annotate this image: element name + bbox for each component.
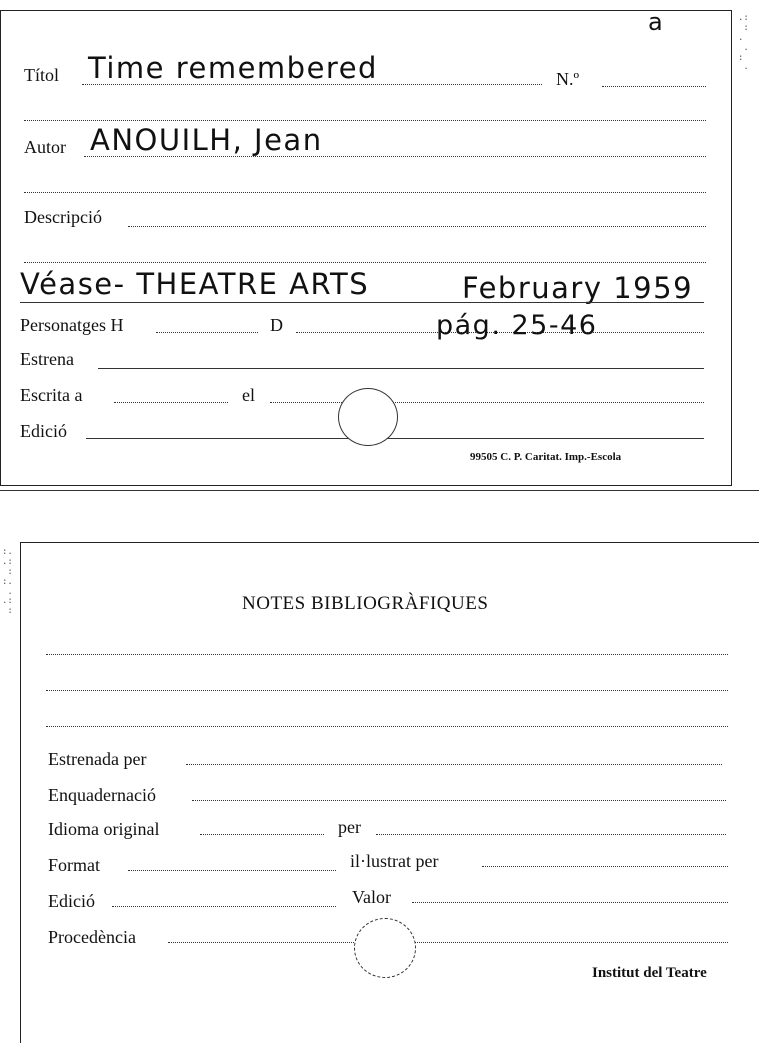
notes-line-2	[46, 690, 728, 691]
el-field-line	[270, 402, 704, 403]
notes-heading: NOTES BIBLIOGRÀFIQUES	[242, 593, 489, 614]
valor-label: Valor	[352, 887, 391, 907]
titol-extra-line	[24, 120, 706, 121]
per-label: per	[338, 817, 361, 837]
reference-date: February 1959	[462, 271, 694, 305]
titol-value: Time remembered	[88, 51, 378, 85]
el-label: el	[242, 385, 255, 405]
titol-label: Títol	[24, 65, 59, 85]
numero-field-line	[602, 86, 706, 87]
procedencia-label: Procedència	[48, 927, 136, 947]
institut-imprint: Institut del Teatre	[592, 965, 707, 981]
enquadernacio-field-line	[192, 800, 726, 801]
idioma-field-line	[200, 834, 324, 835]
edicio-field-line	[86, 438, 704, 439]
procedencia-field-line	[168, 942, 728, 943]
notes-line-1	[46, 654, 728, 655]
printer-imprint: 99505 C. P. Caritat. Imp.-Escola	[470, 451, 622, 463]
illustrat-label: il·lustrat per	[350, 851, 439, 871]
corner-mark: a	[648, 8, 665, 36]
per-field-line	[376, 834, 726, 835]
autor-extra-line	[24, 192, 706, 193]
vease-reference: Véase- THEATRE ARTS	[20, 267, 370, 301]
estrenada-label: Estrenada per	[48, 749, 147, 769]
descripcio-field-line	[128, 226, 706, 227]
estrena-field-line	[98, 368, 704, 369]
valor-field-line	[412, 902, 728, 903]
punch-hole	[338, 388, 398, 446]
punch-hole-back	[354, 918, 416, 978]
enquadernacio-label: Enquadernació	[48, 785, 156, 805]
estrena-label: Estrena	[20, 349, 74, 369]
autor-value: ANOUILH, Jean	[90, 123, 323, 157]
escrita-field-line	[114, 402, 228, 403]
estrenada-field-line	[186, 764, 722, 765]
reference-underline	[20, 302, 704, 303]
d-label: D	[270, 315, 283, 335]
scan-noise-left: :. .: : :. . .: :	[2, 547, 13, 617]
edicio-back-label: Edició	[48, 891, 95, 911]
scan-noise-right: .: : . . : .	[738, 13, 749, 73]
pages-reference: pág. 25-46	[436, 310, 598, 341]
illustrat-field-line	[482, 866, 728, 867]
numero-label: N.º	[556, 69, 580, 89]
idioma-label: Idioma original	[48, 819, 160, 839]
notes-line-3	[46, 726, 728, 727]
descripcio-label: Descripció	[24, 207, 102, 227]
escrita-label: Escrita a	[20, 385, 83, 405]
edicio-back-field-line	[112, 906, 336, 907]
descripcio-extra-line	[24, 262, 706, 263]
personatges-label: Personatges H	[20, 315, 124, 335]
format-field-line	[128, 870, 336, 871]
edicio-label: Edició	[20, 421, 67, 441]
card-separator-line	[0, 490, 759, 491]
autor-label: Autor	[24, 137, 66, 157]
format-label: Format	[48, 855, 100, 875]
personatges-h-line	[156, 332, 258, 333]
